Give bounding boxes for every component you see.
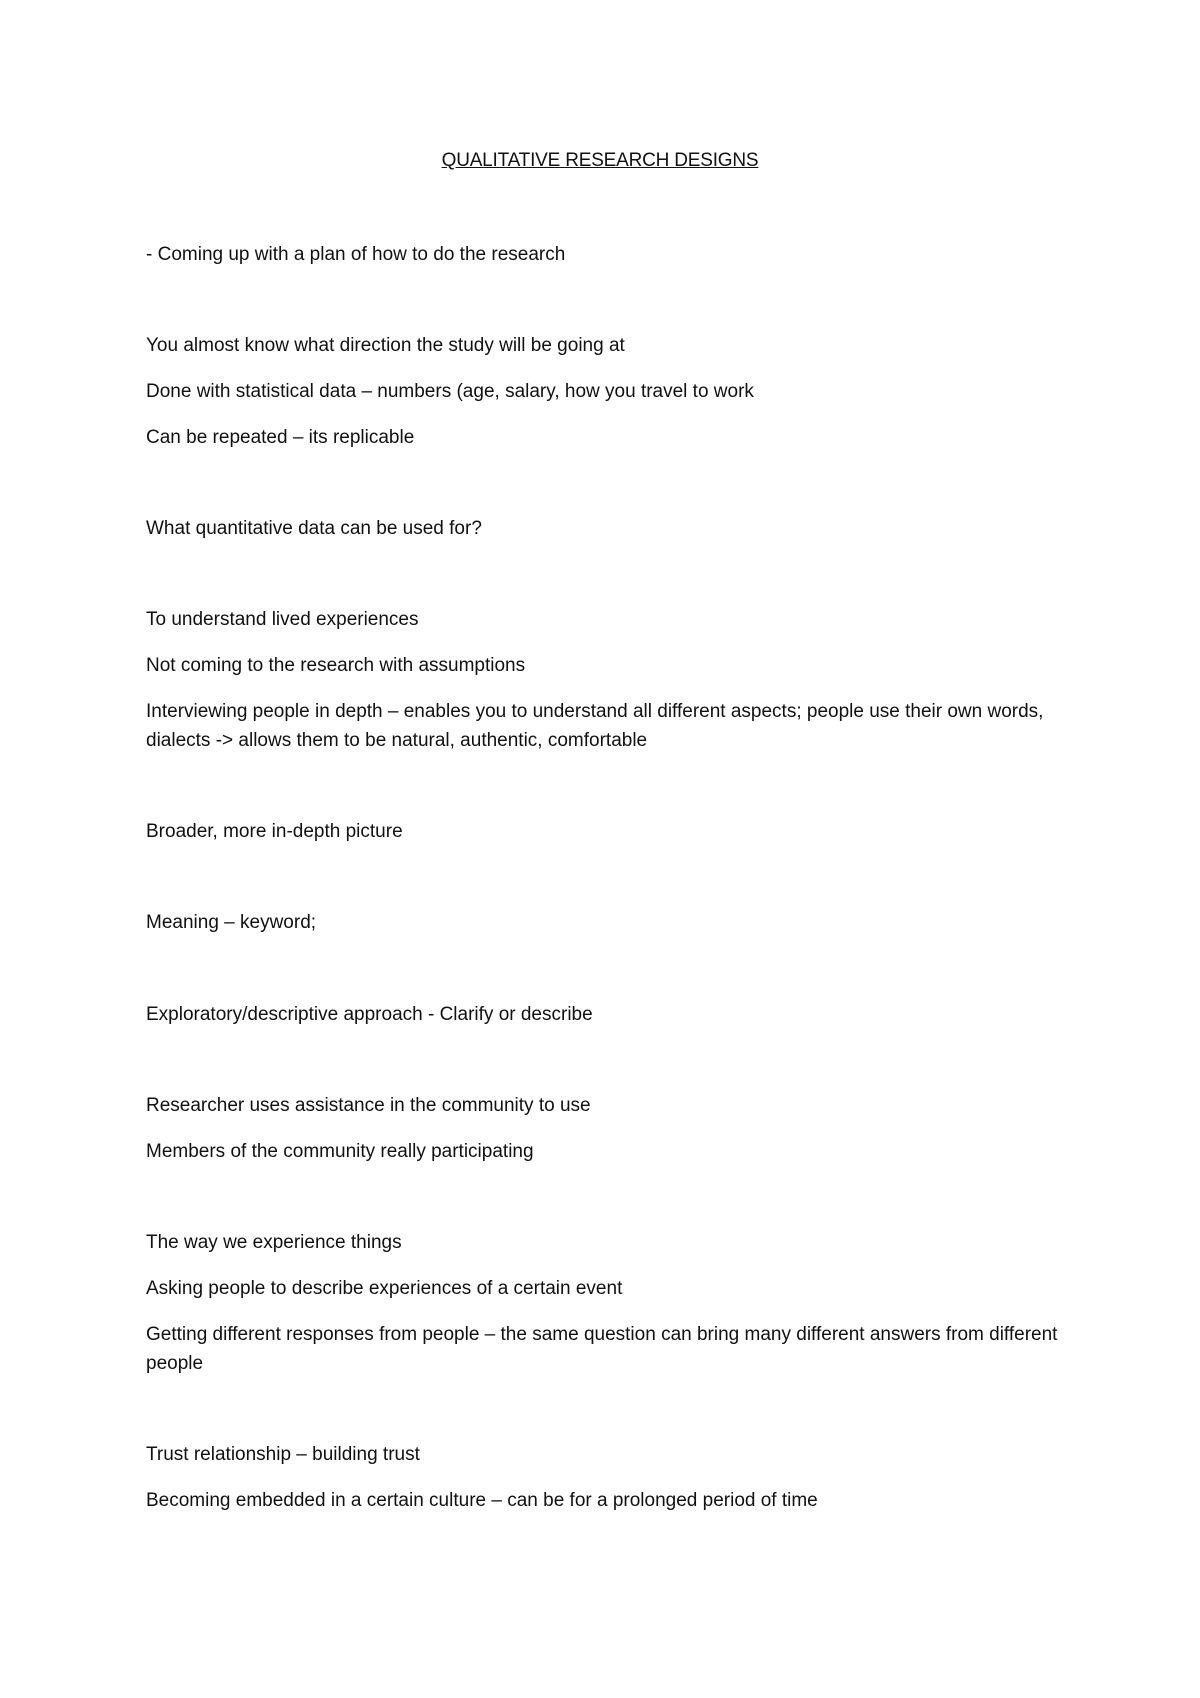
text-line: Researcher uses assistance in the community to use (146, 1095, 591, 1116)
text-line: - Coming up with a plan of how to do the research (146, 244, 566, 265)
text-line: What quantitative data can be used for? (146, 518, 482, 539)
text-line: Asking people to describe experiences of a certain event (146, 1278, 623, 1299)
text-line: Meaning – keyword; (146, 912, 317, 933)
text-line: Trust relationship – building trust (146, 1444, 420, 1465)
text-line: Members of the community really participating (146, 1141, 534, 1162)
text-line: Exploratory/descriptive approach - Clarify or describe (146, 1004, 593, 1025)
text-line: The way we experience things (146, 1232, 402, 1253)
text-line: Interviewing people in depth – enables you to understand all different aspects; people use their own words, dialects -> allows them to be natural, authentic, comfortable (146, 701, 1044, 751)
text-line: Done with statistical data – numbers (age, salary, how you travel to work (146, 381, 754, 402)
text-line: Can be repeated – its replicable (146, 427, 415, 448)
text-line: Broader, more in-depth picture (146, 821, 403, 842)
text-line: Getting different responses from people – the same question can bring many different answers from different people (146, 1324, 1058, 1374)
text-line: To understand lived experiences (146, 609, 419, 630)
text-line: Becoming embedded in a certain culture – can be for a prolonged period of time (146, 1490, 818, 1511)
page-title: QUALITATIVE RESEARCH DESIGNS (441, 150, 759, 171)
text-line: You almost know what direction the study will be going at (146, 335, 625, 356)
text-line: Not coming to the research with assumptions (146, 655, 526, 676)
